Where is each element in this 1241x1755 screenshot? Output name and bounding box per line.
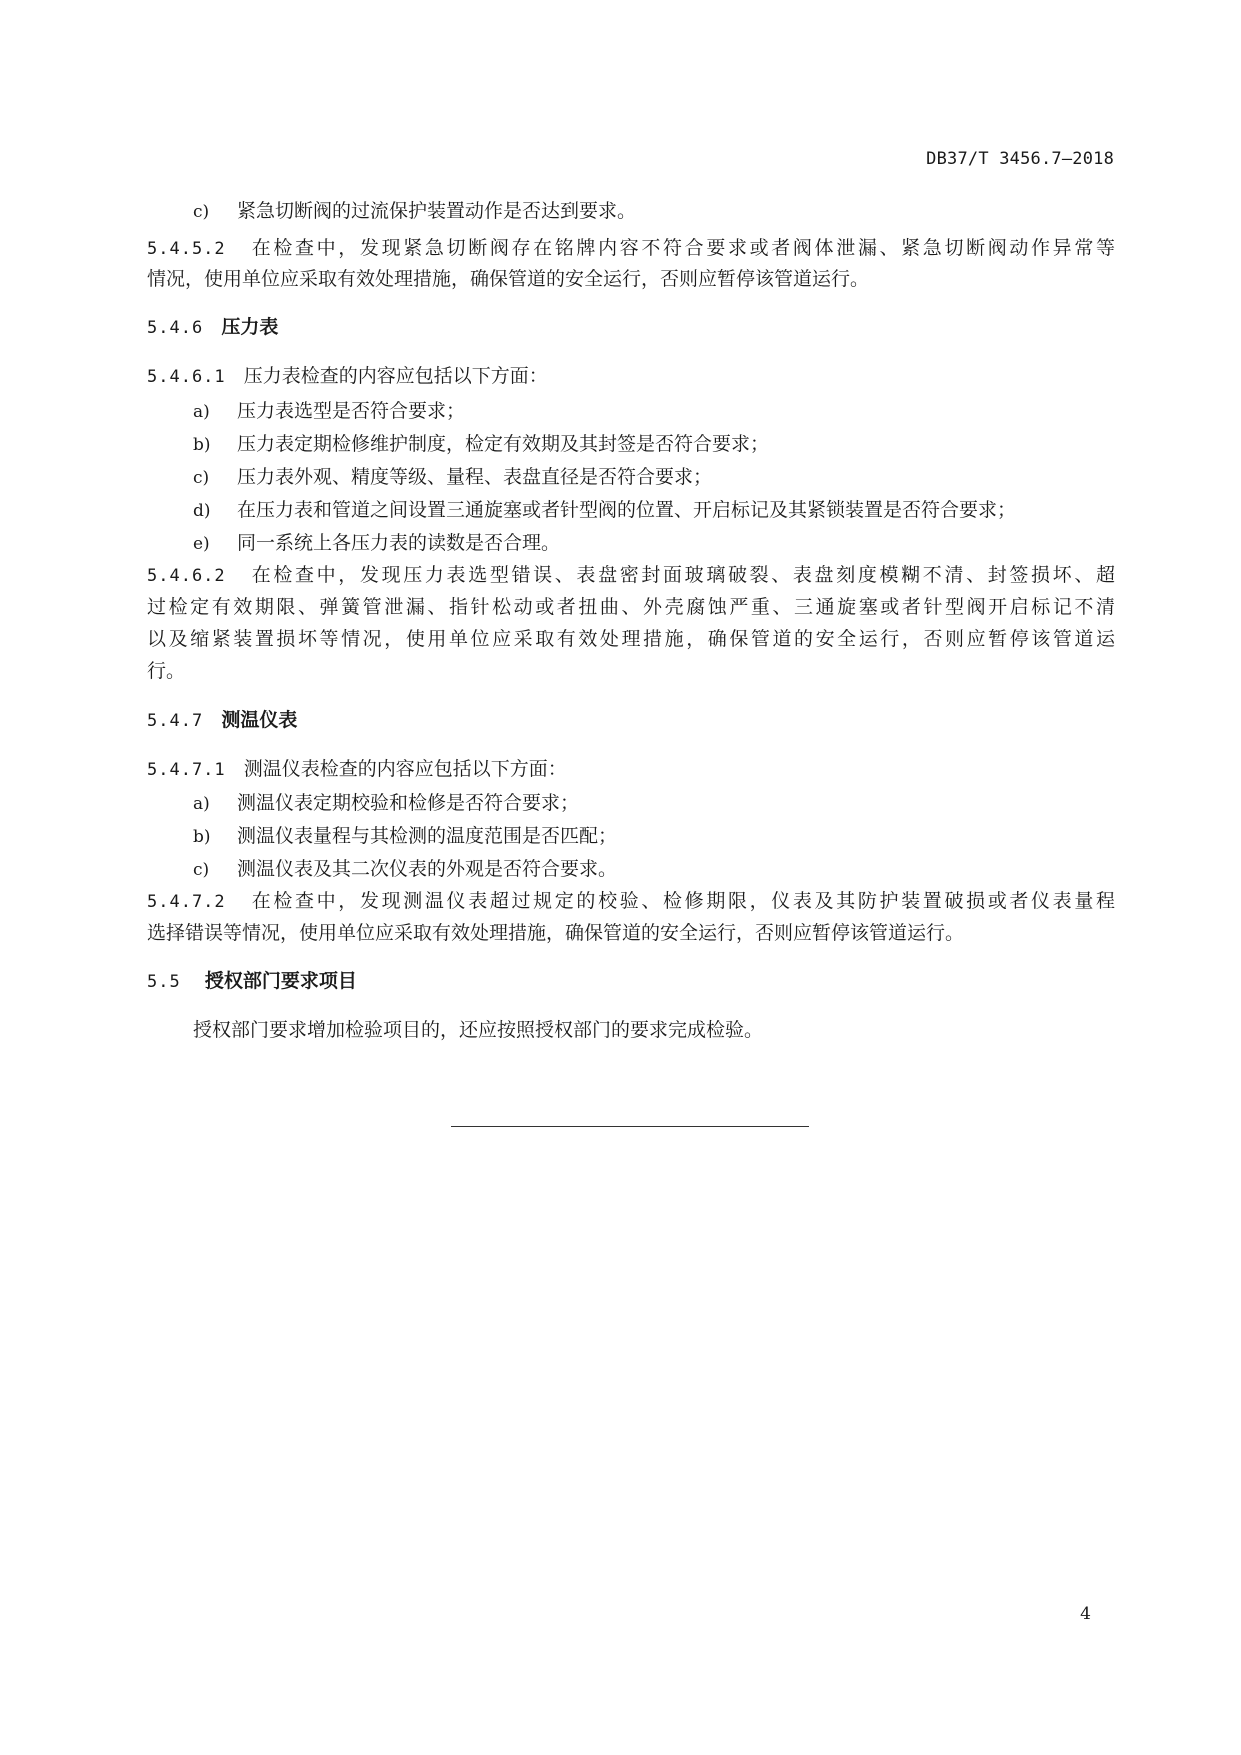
list-item bbox=[193, 788, 1115, 819]
list-marker: b) bbox=[193, 435, 211, 455]
clause-5462-line1 bbox=[147, 560, 1115, 591]
section-number: 5.4.7 bbox=[147, 711, 204, 731]
list-item-text: 压力表选型是否符合要求； bbox=[237, 400, 466, 422]
section-number: 5.5 bbox=[147, 972, 181, 992]
section-title: 测温仪表 bbox=[221, 709, 298, 731]
clause-number: 5.4.6.1 bbox=[147, 367, 226, 387]
list-item-text: 测温仪表定期校验和检修是否符合要求； bbox=[237, 792, 580, 814]
section-title: 授权部门要求项目 bbox=[204, 970, 357, 992]
section-heading-546 bbox=[147, 312, 1115, 343]
clause-text: 在检查中，发现紧急切断阀存在铭牌内容不符合要求或者阀体泄漏、紧急切断阀动作异常等 bbox=[251, 237, 1115, 259]
clause-5462-line2: 过检定有效期限、弹簧管泄漏、指针松动或者扭曲、外壳腐蚀严重、三通旋塞或者针型阀开启标记不清 bbox=[147, 596, 1115, 618]
section-heading-547 bbox=[147, 705, 1115, 736]
list-item-text: 压力表定期检修维护制度，检定有效期及其封签是否符合要求； bbox=[237, 433, 770, 455]
list-marker: d) bbox=[193, 501, 211, 521]
list-item bbox=[193, 429, 1115, 460]
clause-number: 5.4.7.1 bbox=[147, 760, 226, 780]
list-marker: a) bbox=[193, 794, 210, 814]
clause-5461 bbox=[147, 361, 1115, 392]
section-heading-55 bbox=[147, 966, 1115, 997]
clause-5472-line1 bbox=[147, 886, 1115, 917]
end-rule bbox=[451, 1126, 809, 1127]
list-item-text: 压力表外观、精度等级、量程、表盘直径是否符合要求； bbox=[237, 466, 713, 488]
clause-5452-line2: 情况，使用单位应采取有效处理措施，确保管道的安全运行，否则应暂停该管道运行。 bbox=[147, 268, 870, 290]
clause-5472-line2: 选择错误等情况，使用单位应采取有效处理措施，确保管道的安全运行，否则应暂停该管道运行。 bbox=[147, 922, 965, 944]
clause-number: 5.4.5.2 bbox=[147, 239, 226, 259]
list-item-text: 紧急切断阀的过流保护装置动作是否达到要求。 bbox=[237, 200, 637, 222]
section-55-paragraph: 授权部门要求增加检验项目的，还应按照授权部门的要求完成检验。 bbox=[193, 1019, 764, 1041]
list-item bbox=[193, 528, 1115, 559]
list-item-text: 测温仪表及其二次仪表的外观是否符合要求。 bbox=[237, 858, 618, 880]
list-marker: b) bbox=[193, 827, 211, 847]
clause-number: 5.4.7.2 bbox=[147, 892, 226, 912]
clause-text: 在检查中，发现测温仪表超过规定的校验、检修期限，仪表及其防护装置破损或者仪表量程 bbox=[251, 890, 1115, 912]
list-item-text: 同一系统上各压力表的读数是否合理。 bbox=[237, 532, 561, 554]
clause-5462-line4: 行。 bbox=[147, 660, 186, 682]
list-item bbox=[193, 821, 1115, 852]
list-item bbox=[193, 196, 1115, 227]
clause-text: 测温仪表检查的内容应包括以下方面： bbox=[243, 758, 567, 780]
clause-number: 5.4.6.2 bbox=[147, 566, 226, 586]
list-marker: c) bbox=[193, 860, 210, 880]
clause-text: 在检查中，发现压力表选型错误、表盘密封面玻璃破裂、表盘刻度模糊不清、封签损坏、超 bbox=[251, 564, 1115, 586]
list-item bbox=[193, 495, 1115, 526]
list-item bbox=[193, 854, 1115, 885]
list-marker: e) bbox=[193, 534, 210, 554]
clause-text: 压力表检查的内容应包括以下方面： bbox=[243, 365, 548, 387]
list-item bbox=[193, 462, 1115, 493]
list-item-text: 测温仪表量程与其检测的温度范围是否匹配； bbox=[237, 825, 618, 847]
list-marker: a) bbox=[193, 402, 210, 422]
list-marker: c) bbox=[193, 468, 210, 488]
list-item-text: 在压力表和管道之间设置三通旋塞或者针型阀的位置、开启标记及其紧锁装置是否符合要求； bbox=[237, 499, 1017, 521]
page-number: 4 bbox=[1080, 1604, 1091, 1624]
section-number: 5.4.6 bbox=[147, 318, 204, 338]
section-title: 压力表 bbox=[221, 316, 279, 338]
clause-5462-line3: 以及缩紧装置损坏等情况，使用单位应采取有效处理措施，确保管道的安全运行，否则应暂停该管道运 bbox=[147, 628, 1115, 650]
clause-5471 bbox=[147, 754, 1115, 785]
document-code: DB37/T 3456.7—2018 bbox=[926, 149, 1114, 169]
clause-5452-line1 bbox=[147, 233, 1115, 264]
list-item bbox=[193, 396, 1115, 427]
list-marker: c) bbox=[193, 202, 210, 222]
